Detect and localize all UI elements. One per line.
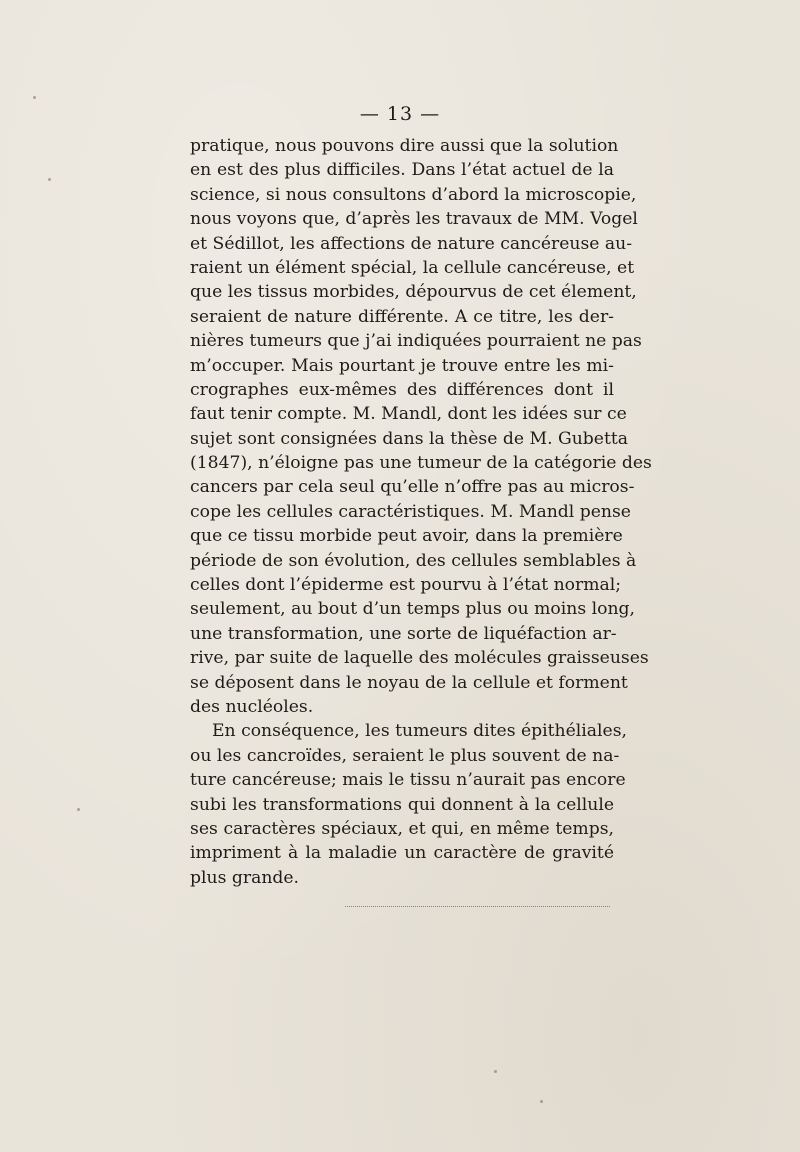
text-line: celles dont l’épiderme est pourvu à l’état normal; <box>190 575 622 596</box>
text-line: rive, par suite de laquelle des molécules graisseuses <box>190 648 649 669</box>
text-line: sujet sont consignées dans la thèse de M. Gubetta <box>190 428 629 449</box>
text-line: plus grande. <box>190 867 300 888</box>
text-line: cancers par cela seul qu’elle n’offre pas au micros- <box>190 477 635 498</box>
text-line: pratique, nous pouvons dire aussi que la solution <box>190 136 619 156</box>
body-text <box>190 134 652 890</box>
text-line: période de son évolution, des cellules semblables à <box>190 550 637 571</box>
text-line: seulement, au bout d’un temps plus ou moins long, <box>190 599 636 620</box>
text-line: m’occuper. Mais pourtant je trouve entre les mi- <box>190 355 614 376</box>
paper-speck <box>33 96 36 99</box>
text-line: ses caractères spéciaux, et qui, en même temps, <box>190 818 614 839</box>
paper-speck <box>540 1100 543 1103</box>
text-line: (1847), n’éloigne pas une tumeur de la catégorie des <box>190 453 652 474</box>
text-line: crographes eux-mêmes des différences dont il <box>190 379 614 400</box>
text-line: raient un élément spécial, la cellule cancéreuse, et <box>190 257 635 278</box>
text-line: subi les transformations qui donnent à la cellule <box>190 794 614 815</box>
text-line: En conséquence, les tumeurs dites épithéliales, <box>212 721 627 742</box>
paper-speck <box>48 178 51 181</box>
text-line: que les tissus morbides, dépourvus de cet élement, <box>190 282 637 303</box>
text-line: cope les cellules caractéristiques. M. Mandl pense <box>190 501 631 522</box>
text-line: impriment à la maladie un caractère de gravité <box>190 843 614 864</box>
paper-speck <box>77 808 80 811</box>
text-line: faut tenir compte. M. Mandl, dont les idées sur ce <box>190 404 627 425</box>
text-line: et Sédillot, les affections de nature cancéreuse au- <box>190 233 633 254</box>
text-line: ou les cancroïdes, seraient le plus souvent de na- <box>190 745 620 766</box>
end-rule <box>345 906 610 907</box>
page-number: — 13 — <box>359 103 441 125</box>
text-line: en est des plus difficiles. Dans l’état actuel de la <box>190 160 614 181</box>
text-line: se déposent dans le noyau de la cellule et forment <box>190 672 628 693</box>
text-line: nières tumeurs que j’ai indiquées pourraient ne pas <box>190 331 642 352</box>
text-line: nous voyons que, d’après les travaux de MM. Vogel <box>190 209 638 230</box>
text-line: des nucléoles. <box>190 696 314 717</box>
text-line: science, si nous consultons d’abord la microscopie, <box>190 184 637 205</box>
text-line: une transformation, une sorte de liquéfaction ar- <box>190 623 617 644</box>
text-line: ture cancéreuse; mais le tissu n’aurait pas encore <box>190 770 626 791</box>
text-line: seraient de nature différente. A ce titre, les der- <box>190 306 614 327</box>
paper-speck <box>494 1070 497 1073</box>
text-line: que ce tissu morbide peut avoir, dans la première <box>190 526 623 547</box>
